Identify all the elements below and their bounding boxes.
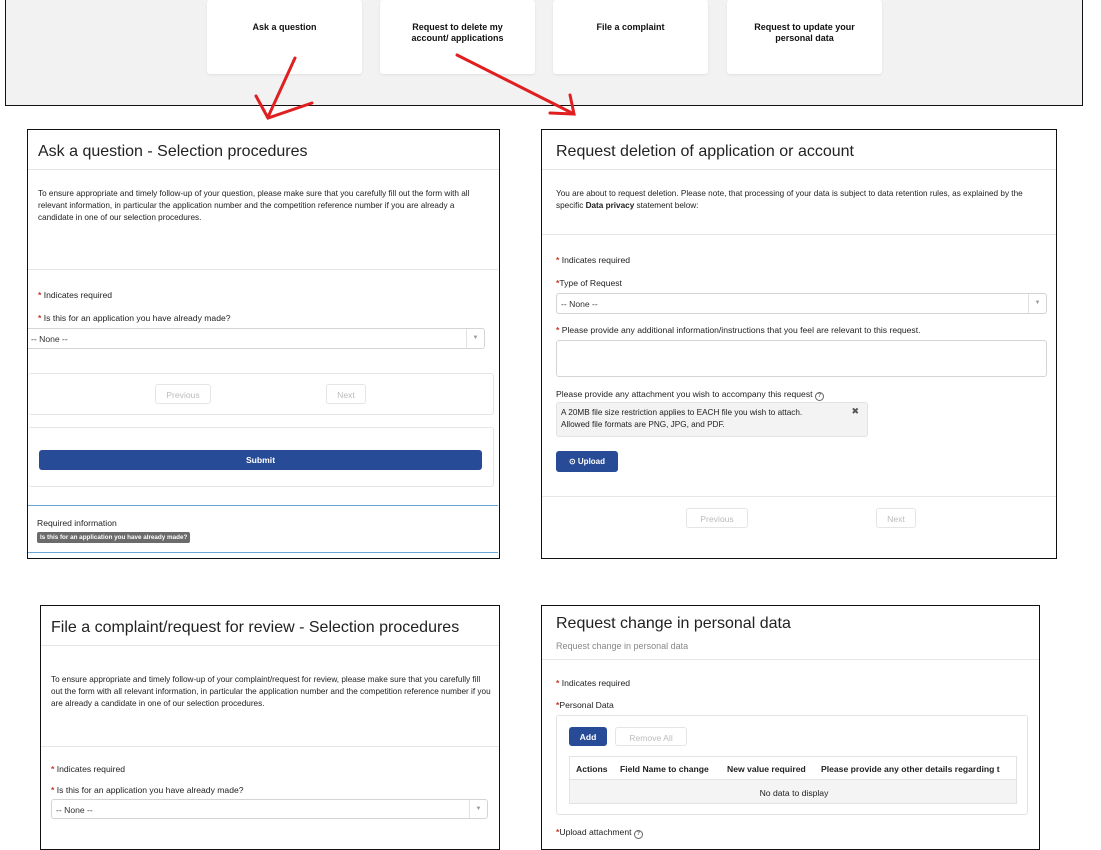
blue-divider: [28, 505, 498, 506]
divider: [542, 496, 1057, 497]
complaint-panel: [40, 605, 500, 850]
previous-button[interactable]: Previous: [686, 508, 748, 528]
table-header: [570, 757, 1017, 780]
attachment-note: A 20MB file size restriction applies to EACH file you wish to attach. Allowed file formats are PNG, JPG, and PDF. ✖: [556, 402, 868, 437]
category-label: Request to update your personal data: [754, 22, 855, 43]
help-icon[interactable]: ?: [815, 392, 824, 401]
upload-attachment-label: *Upload attachment ?: [556, 827, 643, 839]
deletion-intro: You are about to request deletion. Please note, that processing of your data is subject to data retention rules, as explained by the specific Data privacy statement below:: [556, 189, 1023, 210]
attachment-label: Please provide any attachment you wish to accompany this request ?: [556, 389, 824, 401]
personal-data-title: Request change in personal data: [556, 615, 791, 632]
divider: [542, 234, 1057, 235]
additional-info-textarea[interactable]: [556, 340, 1047, 377]
arrow-to-deletion: [457, 55, 572, 113]
close-icon[interactable]: ✖: [851, 406, 859, 416]
personal-data-label: *Personal Data: [556, 700, 614, 710]
pagination-bar: [28, 373, 494, 415]
application-question-label: * Is this for an application you have already made?: [38, 313, 231, 323]
column-header-other-details[interactable]: Please provide any other details regarding t: [821, 764, 1000, 774]
required-information-label: Required information: [37, 518, 117, 528]
indicates-required-note: * Indicates required: [38, 290, 113, 300]
personal-data-subtitle: Request change in personal data: [556, 641, 689, 651]
chevron-down-icon: ▼: [466, 329, 484, 348]
application-select[interactable]: -- None -- ▼: [27, 328, 485, 349]
upload-button[interactable]: ⊙ Upload: [556, 451, 618, 472]
help-icon[interactable]: ?: [634, 830, 643, 839]
chevron-down-icon: ▼: [469, 800, 487, 818]
upload-icon: ⊙: [568, 457, 576, 466]
deletion-request-panel: [541, 129, 1057, 559]
type-of-request-select[interactable]: -- None -- ▼: [556, 293, 1047, 314]
additional-info-label: * Please provide any additional information/instructions that you feel are relevant to this request.: [556, 325, 921, 335]
personal-data-table-container: [556, 715, 1028, 815]
add-button[interactable]: Add: [569, 727, 607, 746]
indicates-required-note: * Indicates required: [51, 764, 126, 774]
arrow-head-ask-question: [256, 96, 312, 118]
ask-question-title: Ask a question - Selection procedures: [28, 130, 499, 170]
chevron-down-icon: ▼: [1028, 294, 1046, 313]
divider: [41, 746, 500, 747]
complaint-title: File a complaint/request for review - Selection procedures: [41, 606, 499, 646]
category-label: File a complaint: [596, 22, 665, 32]
personal-data-table: [569, 756, 1017, 804]
column-header-actions[interactable]: Actions: [576, 764, 608, 774]
submit-button[interactable]: Submit: [39, 450, 482, 470]
personal-data-panel: [541, 605, 1040, 850]
indicates-required-note: * Indicates required: [556, 255, 631, 265]
type-of-request-label: *Type of Request: [556, 278, 622, 288]
ask-question-intro: To ensure appropriate and timely follow-up of your question, please make sure that you carefully fill out the form with all relevant information, in particular the application number and the competition reference number if you are already a candidate in one of our selection procedures.: [38, 189, 470, 222]
divider: [542, 659, 1040, 660]
complaint-intro: To ensure appropriate and timely follow-up of your complaint/request for review, please make sure that you carefully fill out the form with all relevant information, in particular the application number and the competition reference number if you are already a candidate in one of our selection procedures.: [51, 675, 491, 708]
application-select[interactable]: -- None -- ▼: [51, 799, 488, 819]
application-question-label: * Is this for an application you have already made?: [51, 785, 244, 795]
next-button[interactable]: Next: [876, 508, 916, 528]
column-header-field-name[interactable]: Field Name to change: [620, 764, 709, 774]
divider: [28, 269, 498, 270]
column-header-new-value[interactable]: New value required: [727, 764, 806, 774]
indicates-required-note: * Indicates required: [556, 678, 631, 688]
ask-question-panel: [27, 129, 500, 559]
deletion-title: Request deletion of application or account: [542, 130, 1056, 170]
empty-table-message: No data to display: [570, 780, 1017, 804]
next-button[interactable]: Next: [326, 384, 366, 404]
category-label: Ask a question: [252, 22, 317, 32]
submit-area: [28, 427, 494, 487]
category-label: Request to delete my account/ applications: [411, 22, 504, 43]
previous-button[interactable]: Previous: [155, 384, 211, 404]
arrow-to-ask-question: [268, 58, 295, 117]
remove-all-button[interactable]: Remove All: [615, 727, 687, 746]
blue-divider-bottom: [28, 552, 498, 553]
required-field-tag[interactable]: Is this for an application you have already made?: [37, 532, 190, 543]
